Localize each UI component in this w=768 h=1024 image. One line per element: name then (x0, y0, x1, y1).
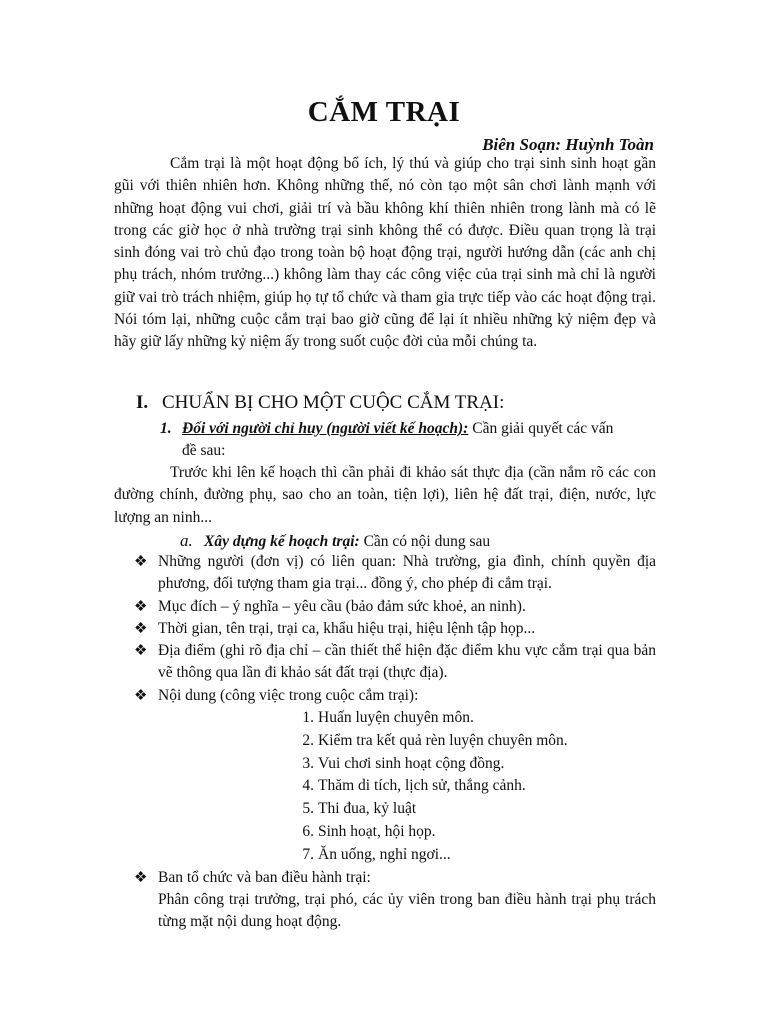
list-item (158, 821, 656, 844)
list-item-text: Thi đua, kỷ luật (318, 800, 417, 818)
diamond-bullet-icon: ❖ (134, 643, 148, 660)
content-numbered-list (158, 707, 656, 867)
section-number: I. (136, 392, 149, 413)
list-item-text: Kiểm tra kết quả rèn luyện chuyên môn. (318, 731, 568, 749)
bullet-text: Địa điểm (ghi rõ địa chỉ – cần thiết thể hiện đặc điểm khu vực cắm trại qua bản vẽ thông qua lần đi khảo sát đất trại (thực địa). (158, 642, 656, 682)
subsection-continuation: đề sau: (182, 442, 226, 459)
list-item (158, 798, 656, 821)
list-item-number: 5. (302, 800, 314, 818)
diamond-bullet-icon: ❖ (134, 620, 148, 637)
subsection-a (180, 531, 490, 551)
document-title: CẮM TRẠI (307, 96, 461, 128)
section-heading (136, 392, 504, 414)
list-item-text: Sinh hoạt, hội họp. (318, 823, 436, 841)
list-item-number: 3. (302, 754, 314, 772)
list-item-number: 4. (302, 777, 314, 795)
list-item-number: 7. (302, 845, 314, 863)
list-item-number: 6. (302, 823, 314, 841)
list-item-number: 2. (302, 731, 314, 749)
bullet-item (134, 685, 656, 867)
bullet-item (134, 867, 656, 934)
bullet-text: Những người (đơn vị) có liên quan: Nhà trường, gia đình, chính quyền địa phương, đối tượng tham gia trại... đồng ý, cho phép đi cắm trại. (158, 553, 656, 593)
diamond-bullet-icon: ❖ (134, 554, 148, 570)
list-item (158, 753, 656, 776)
diamond-bullet-icon: ❖ (134, 869, 148, 886)
subsection-label: Đối với người chỉ huy (người viết kế hoạch): (182, 420, 469, 437)
subsection-number: 1. (160, 420, 172, 437)
bullet-text: Nội dung (công việc trong cuộc cắm trại): (158, 686, 419, 704)
survey-paragraph: Trước khi lên kế hoạch thì cần phải đi khảo sát thực địa (cần nắm rõ các con đường chính, đường phụ, sao cho an toàn, tiện lợi), liên hệ đất trại, điện, nước, lực lượng an ninh... (114, 464, 656, 526)
list-item (158, 775, 656, 798)
bullet-text: Ban tổ chức và ban điều hành trại: (158, 868, 371, 886)
subsection-a-text: Cần có nội dung sau (359, 533, 491, 550)
list-item-text: Ăn uống, nghỉ ngơi... (318, 845, 451, 863)
author-line: Biên Soạn: Huỳnh Toàn (482, 135, 654, 154)
section-title: CHUẨN BỊ CHO MỘT CUỘC CẮM TRẠI: (162, 392, 505, 413)
intro-paragraph: Cắm trại là một hoạt động bổ ích, lý thú và giúp cho trại sinh sinh hoạt gần gũi với thiên nhiên hơn. Không những thế, nó còn tạo một sân chơi lành mạnh với những hoạt động vui chơi, giải trí và bầu không khí thiên nhiên trong lành mà có lẽ trong các giờ học ở nhà trường trại sinh không thể có được. Điều quan trọng là trại sinh đóng vai trò chủ đạo trong toàn bộ hoạt động trại, người hướng dẫn (các anh chị phụ trách, nhóm trưởng...) không làm thay các công việc của trại sinh mà chỉ là người giữ vai trò trách nhiệm, giúp họ tự tổ chức và tham gia trực tiếp vào các hoạt động trại. Nói tóm lại, những cuộc cắm trại bao giờ cũng để lại ít nhiều những kỷ niệm đẹp và hãy giữ lấy những kỷ niệm ấy trong suốt cuộc đời của mỗi chúng ta. (114, 155, 656, 351)
bullet-text: Mục đích – ý nghĩa – yêu cầu (bảo đảm sức khoẻ, an ninh). (158, 597, 526, 615)
list-item (158, 844, 656, 867)
subsection-a-label: Xây dựng kế hoạch trại: (204, 533, 360, 550)
subsection-a-letter: a. (180, 531, 193, 550)
plan-bullet-list (134, 551, 656, 934)
list-item-number: 1. (302, 709, 314, 727)
diamond-bullet-icon: ❖ (134, 598, 148, 615)
bullet-text: Thời gian, tên trại, trại ca, khẩu hiệu trại, hiệu lệnh tập họp... (158, 619, 536, 637)
list-item (158, 707, 656, 730)
subsection-text: Cần giải quyết các vấn (468, 420, 614, 437)
bullet-item (134, 618, 656, 640)
bullet-item (134, 640, 656, 685)
list-item-text: Vui chơi sinh hoạt cộng đồng. (318, 754, 505, 772)
bullet-item (134, 596, 656, 618)
bullet-detail-text: Phân công trại trưởng, trại phó, các ủy viên trong ban điều hành trại phụ trách từng mặt nội dung hoạt động. (158, 890, 656, 931)
bullet-item (134, 551, 656, 596)
list-item-text: Thăm di tích, lịch sử, thắng cảnh. (318, 777, 526, 795)
list-item-text: Huấn luyện chuyên môn. (318, 709, 474, 727)
subsection-1 (160, 418, 656, 462)
diamond-bullet-icon: ❖ (134, 687, 148, 704)
list-item (158, 730, 656, 753)
